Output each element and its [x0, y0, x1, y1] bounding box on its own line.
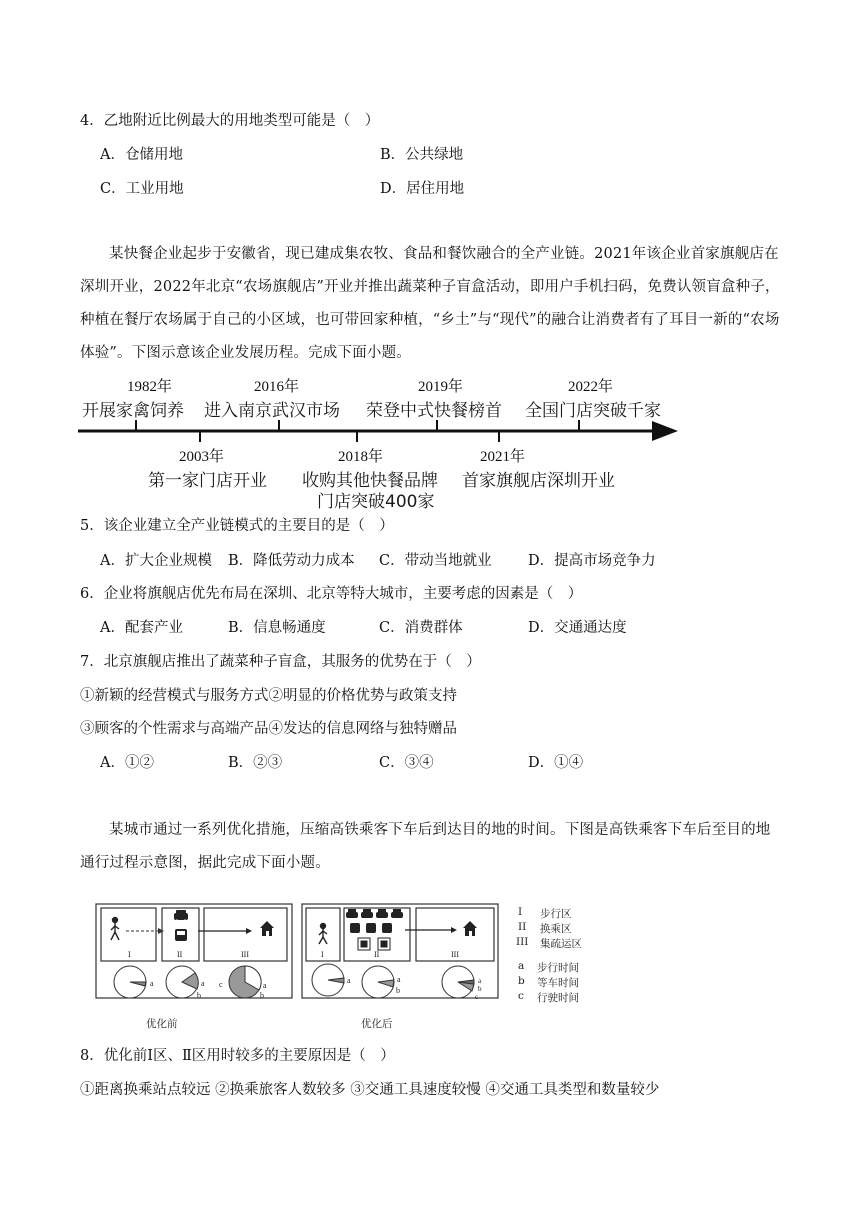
legend-key-3: III [516, 936, 529, 948]
figure-before-label: 优化前 [146, 1018, 178, 1030]
svg-text:b: b [396, 986, 400, 995]
svg-text:c: c [475, 993, 479, 1001]
pie-after-zone3 [442, 966, 474, 998]
legend-key-b: b [518, 975, 525, 987]
timeline-event-2021: 首家旗舰店深圳开业 [462, 471, 615, 491]
timeline-year-2021: 2021年 [480, 449, 526, 465]
figure-after-label: 优化后 [361, 1018, 393, 1030]
zone-label-before-3: III [241, 950, 249, 959]
metro-row-icon [358, 938, 390, 950]
car-icon [174, 910, 188, 923]
legend-key-a: a [518, 960, 525, 972]
home-icon [260, 921, 274, 936]
legend-text-3: 集疏运区 [540, 938, 582, 950]
svg-text:c: c [219, 980, 223, 989]
zone-label-after-3: III [451, 950, 459, 959]
q6-stem: 6．企业将旗舰店优先布局在深圳、北京等特大城市，主要考虑的因素是（ ） [80, 586, 583, 602]
pie-before-zone1 [114, 966, 146, 998]
cars-row-icon [346, 909, 403, 918]
q4-stem: 4．乙地附近比例最大的用地类型可能是（ ） [80, 113, 380, 129]
svg-text:a: a [201, 979, 205, 988]
legend-key-1: I [518, 906, 523, 918]
zone-label-before-2: II [177, 950, 183, 959]
pie-before-zone3 [229, 966, 261, 998]
q8-stem: 8．优化前Ⅰ区、Ⅱ区用时较多的主要原因是（ ） [80, 1048, 395, 1064]
svg-text:a: a [397, 975, 401, 984]
transit-figure [0, 896, 860, 1036]
legend-key-2: II [518, 921, 527, 933]
timeline-event-2022: 全国门店突破千家 [525, 401, 661, 421]
q5-option-d: D．提高市场竞争力 [528, 553, 656, 569]
legend-text-a: 步行时间 [537, 962, 579, 974]
timeline-year-2003: 2003年 [179, 449, 225, 465]
timeline-event-2003: 第一家门店开业 [148, 471, 267, 491]
legend-key-c: c [518, 990, 524, 1002]
timeline-event-2016: 进入南京武汉市场 [204, 401, 340, 421]
timeline-event-2019: 荣登中式快餐榜首 [366, 401, 502, 421]
q4-option-c: C．工业用地 [100, 181, 184, 197]
timeline-event-2018: 收购其他快餐品牌 [302, 471, 438, 491]
passage-high-speed-rail-text: 某城市通过一系列优化措施，压缩高铁乘客下车后到达目的地的时间。下图是高铁乘客下车后至目的地通行过程示意图，据此完成下面小题。 [80, 822, 771, 871]
home-icon-after [463, 921, 477, 936]
svg-text:a: a [150, 979, 154, 988]
q7-option-d: D．①④ [528, 755, 584, 771]
q7-option-a: A．①② [100, 755, 154, 771]
timeline-year-2019: 2019年 [418, 379, 464, 395]
passage-fast-food-text: 某快餐企业起步于安徽省，现已建成集农牧、食品和餐饮融合的全产业链。2021年该企业首家旗舰店在深圳开业，2022年北京“农场旗舰店”开业并推出蔬菜种子盲盒活动，即用户手机扫码，免费认领盲盒种子，种植在餐厅农场属于自己的小区域，也可带回家种植，“乡土”与“现代”的融合让消费者有了耳目一新的“农场体验”。下图示意该企业发展历程。完成下面小题。 [80, 246, 780, 361]
legend-text-c: 行驶时间 [537, 992, 579, 1004]
svg-text:b: b [197, 991, 201, 1000]
q7-option-b: B．②③ [228, 755, 283, 771]
q5-stem: 5．该企业建立全产业链模式的主要目的是（ ） [80, 518, 394, 534]
q5-option-a: A．扩大企业规模 [100, 553, 212, 569]
zone-label-before-1: I [128, 950, 131, 959]
passage-high-speed-rail [80, 814, 780, 880]
timeline-year-1982: 1982年 [127, 379, 173, 395]
q5-option-c: C．带动当地就业 [379, 553, 492, 569]
q7-stem: 7．北京旗舰店推出了蔬菜种子盲盒，其服务的优势在于（ ） [80, 654, 481, 670]
passage-fast-food [80, 238, 780, 370]
q4-option-d: D．居住用地 [380, 181, 465, 197]
timeline-year-2016: 2016年 [254, 379, 300, 395]
legend-text-b: 等车时间 [537, 977, 579, 989]
pie-after-zone2 [362, 966, 394, 998]
legend-text-2: 换乘区 [540, 923, 572, 935]
q8-statements: ①距离换乘站点较远 ②换乘旅客人数较多 ③交通工具速度较慢 ④交通工具类型和数量较少 [80, 1082, 660, 1098]
timeline-event-1982: 开展家禽饲养 [82, 401, 184, 421]
bus-icon [175, 929, 187, 941]
q6-option-c: C．消费群体 [379, 620, 463, 636]
q6-option-a: A．配套产业 [100, 620, 183, 636]
q7-statement-1: ①新颖的经营模式与服务方式②明显的价格优势与政策支持 [80, 688, 457, 704]
zone-label-after-2: II [374, 950, 380, 959]
buses-row-icon [350, 923, 392, 933]
zone-label-after-1: I [321, 950, 324, 959]
svg-text:b: b [478, 985, 482, 993]
legend-text-1: 步行区 [540, 908, 572, 920]
svg-text:a: a [347, 976, 351, 985]
svg-text:a: a [263, 981, 267, 990]
svg-text:b: b [260, 991, 264, 1000]
pedestrian-icon [111, 918, 119, 941]
q4-option-a: A．仓储用地 [100, 147, 183, 163]
pie-after-zone1 [312, 964, 344, 996]
q5-option-b: B．降低劳动力成本 [228, 553, 355, 569]
pedestrian-icon-after [319, 924, 327, 945]
q6-option-b: B．信息畅通度 [228, 620, 326, 636]
q6-option-d: D．交通通达度 [528, 620, 627, 636]
q4-option-b: B．公共绿地 [380, 147, 464, 163]
q7-option-c: C．③④ [379, 755, 434, 771]
timeline-event-2018-line2: 门店突破400家 [317, 492, 435, 512]
timeline-year-2022: 2022年 [568, 379, 614, 395]
svg-text:a: a [478, 977, 482, 985]
timeline-year-2018: 2018年 [338, 449, 384, 465]
q7-statement-2: ③顾客的个性需求与高端产品④发达的信息网络与独特赠品 [80, 721, 457, 737]
timeline-axis [0, 418, 860, 448]
pie-before-zone2 [166, 966, 198, 998]
